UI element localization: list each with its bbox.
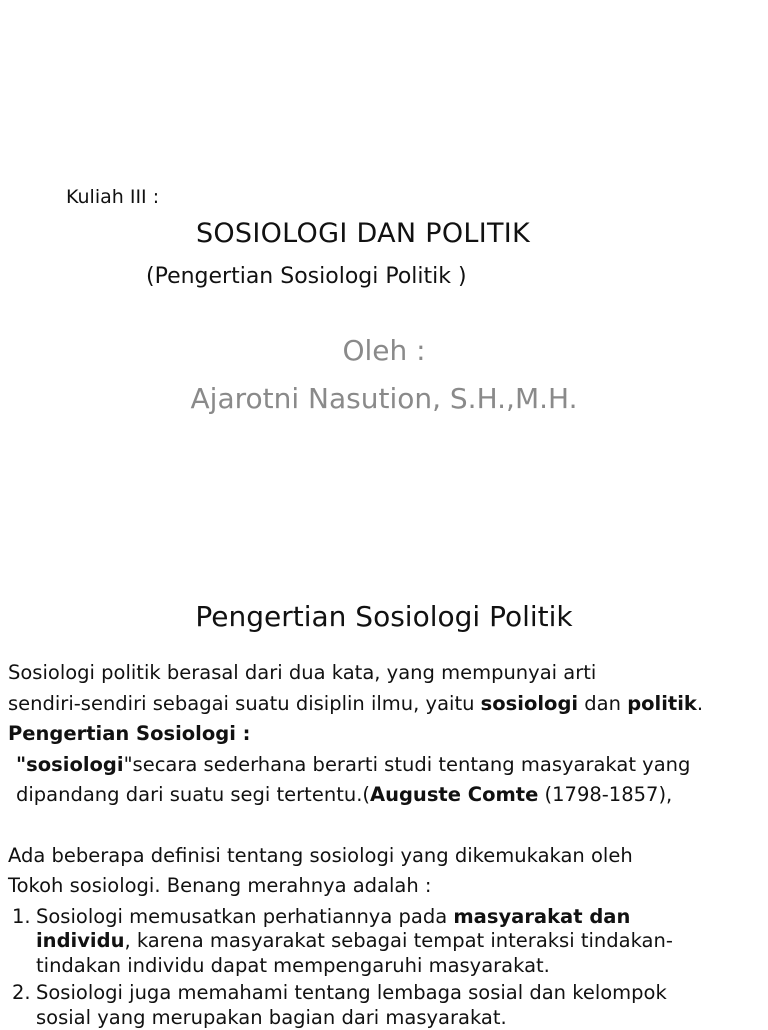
spacer (8, 811, 764, 841)
list-item (8, 905, 764, 979)
content-slide (0, 560, 768, 1024)
list-text: , karena masyarakat sebagai tempat interaksi tindakan- (124, 929, 672, 952)
definition-text: "secara sederhana berarti studi tentang masyarakat yang (124, 753, 691, 776)
paragraph-line-1: Ada beberapa definisi tentang sosiologi yang dikemukakan oleh (8, 841, 764, 872)
content-body (8, 658, 764, 1030)
section-heading (8, 719, 764, 750)
term-quoted: "sosiologi (16, 753, 124, 776)
list-line (36, 929, 764, 954)
intro-text: sendiri-sendiri sebagai suatu disiplin ilmu, yaitu (8, 692, 481, 715)
list-text: Sosiologi memusatkan perhatiannya pada (36, 905, 453, 928)
slide-subtitle: (Pengertian Sosiologi Politik ) (146, 264, 467, 289)
list-line (36, 905, 764, 930)
intro-text: dan (578, 692, 627, 715)
paragraph-line-2: Tokoh sosiologi. Benang merahnya adalah : (8, 871, 764, 902)
intro-text: . (697, 692, 703, 715)
author-reference: Auguste Comte (370, 783, 538, 806)
list-line: sosial yang merupakan bagian dari masyarakat. (36, 1006, 764, 1030)
lecture-label: Kuliah III : (66, 186, 159, 208)
list-number: 2. (12, 981, 31, 1006)
list-item (8, 981, 764, 1030)
intro-line-1: Sosiologi politik berasal dari dua kata, yang mempunyai arti (8, 658, 764, 689)
definition-line-1 (8, 750, 764, 781)
slide-title: SOSIOLOGI DAN POLITIK (0, 218, 726, 249)
content-title: Pengertian Sosiologi Politik (0, 600, 768, 633)
definition-text: (1798-1857), (538, 783, 672, 806)
list-emphasis: masyarakat dan (453, 905, 630, 928)
definition-line-2 (8, 780, 764, 811)
intro-line-2 (8, 689, 764, 720)
list-line: tindakan individu dapat mempengaruhi masyarakat. (36, 954, 764, 979)
list-emphasis: individu (36, 929, 124, 952)
term-sosiologi: sosiologi (481, 692, 578, 715)
list-line: Sosiologi juga memahami tentang lembaga sosial dan kelompok (36, 981, 764, 1006)
definition-text: dipandang dari suatu segi tertentu.( (16, 783, 370, 806)
list-number: 1. (12, 905, 31, 930)
term-politik: politik (627, 692, 697, 715)
heading-text: Pengertian Sosiologi : (8, 722, 250, 745)
author-name: Ajarotni Nasution, S.H.,M.H. (0, 382, 768, 415)
by-label: Oleh : (0, 334, 768, 367)
